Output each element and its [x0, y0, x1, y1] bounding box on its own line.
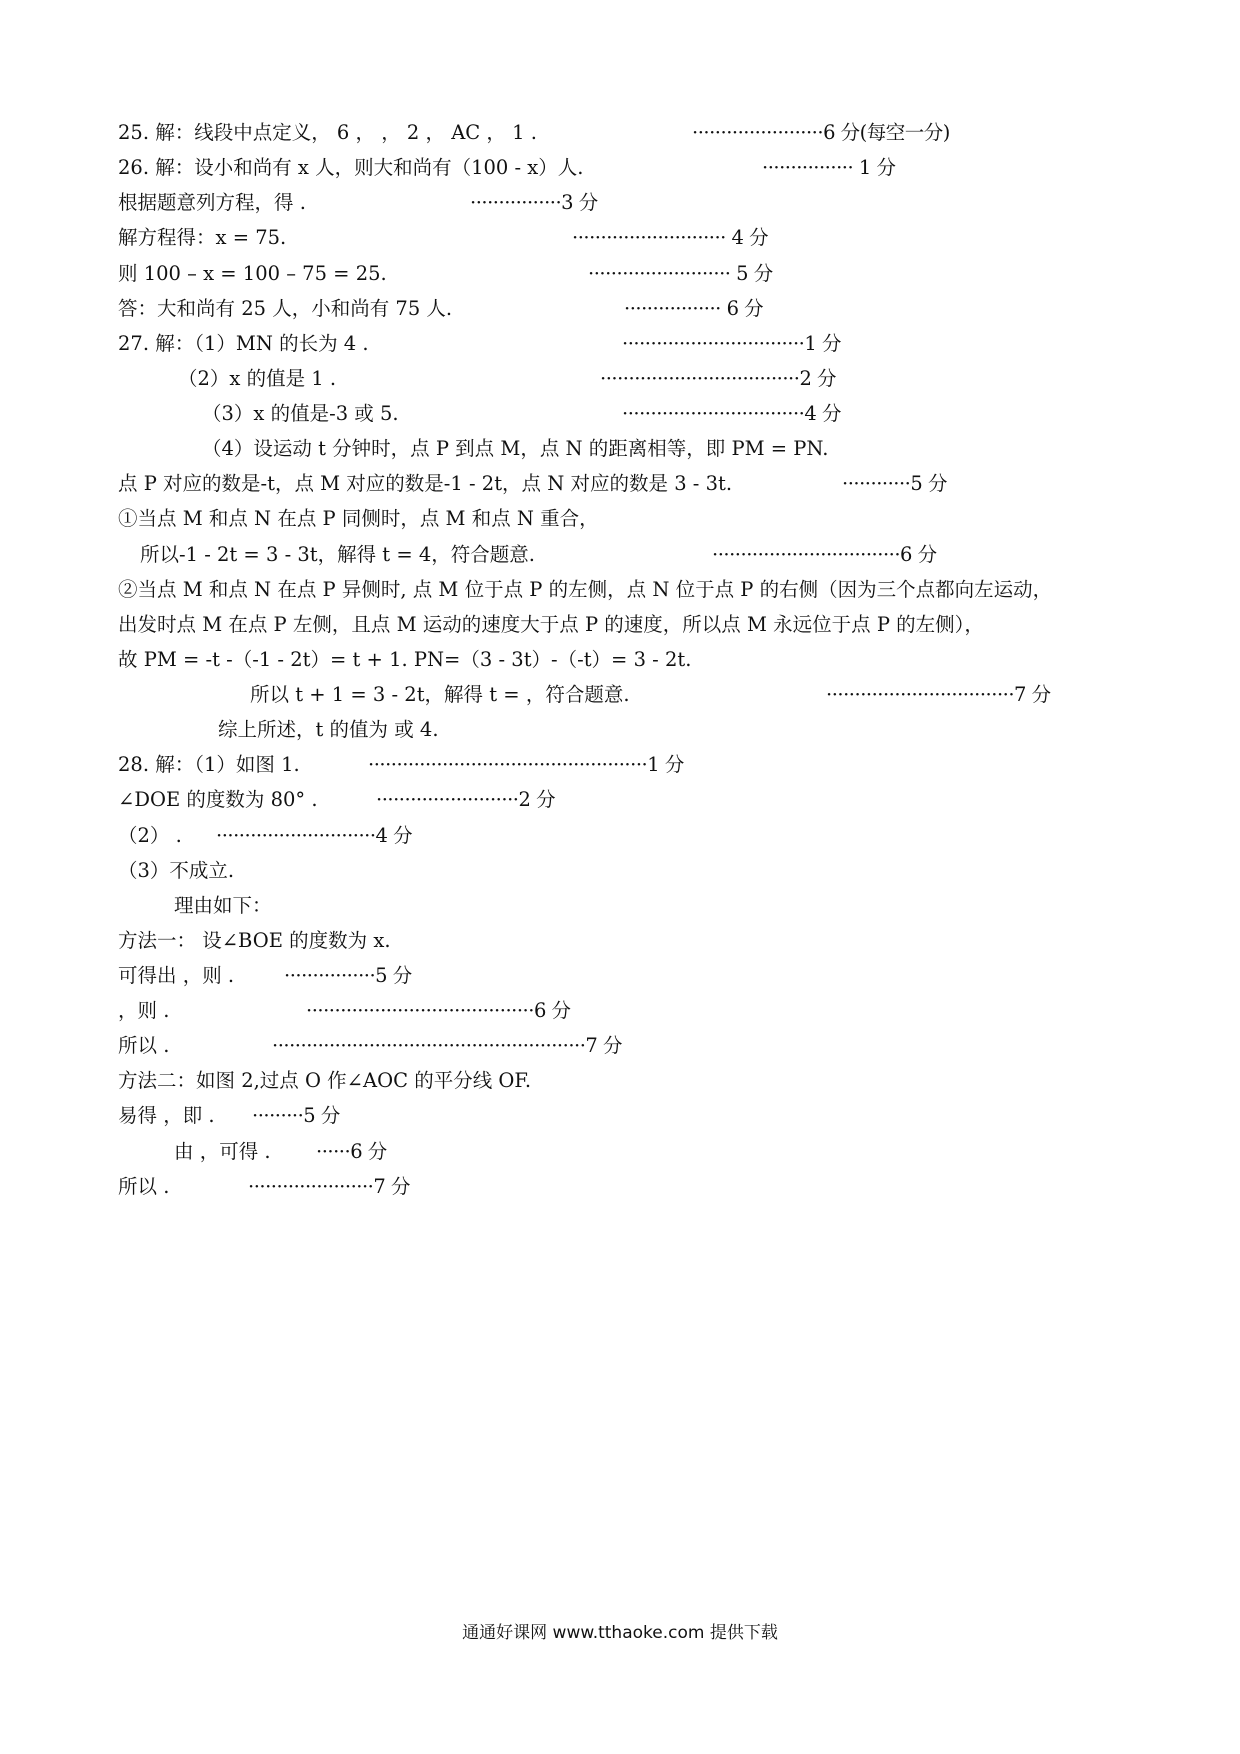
answer-line	[118, 153, 1118, 183]
answer-line	[118, 575, 1118, 605]
answer-line	[118, 223, 1118, 253]
score-leader: ····························4 分	[216, 824, 413, 847]
answer-line	[118, 188, 1118, 218]
answer-line	[118, 1031, 1118, 1061]
answer-line	[118, 329, 1118, 359]
line-text: 28. 解：（1）如图 1.	[118, 753, 300, 776]
answer-line	[118, 1066, 1118, 1096]
line-text: ，则 .	[118, 999, 170, 1022]
score-leader: ························· 5 分	[588, 262, 773, 285]
answer-line	[118, 961, 1118, 991]
answer-line	[118, 785, 1118, 815]
score-leader: ······················7 分	[248, 1175, 410, 1198]
score-leader: ································1 分	[622, 332, 841, 355]
line-text: 所以 .	[118, 1034, 170, 1057]
score-leader: ·································6 分	[712, 543, 937, 566]
line-text: 方法一： 设∠BOE 的度数为 x.	[118, 929, 391, 952]
answer-line	[118, 856, 1118, 886]
answer-line	[118, 996, 1118, 1026]
answer-line	[118, 434, 1118, 464]
answer-line	[118, 821, 1118, 851]
score-leader: ········································6 分	[306, 999, 571, 1022]
score-leader: ································4 分	[622, 402, 841, 425]
line-text: （3）x 的值是-3 或 5.	[202, 402, 399, 425]
answer-line	[118, 118, 1118, 148]
line-text: 则 100 – x = 100 – 75 = 25.	[118, 262, 387, 285]
line-text: （2） .	[118, 824, 182, 847]
answer-line	[118, 715, 1118, 745]
score-leader: ··························· 4 分	[572, 226, 769, 249]
line-text: （3）不成立.	[118, 859, 235, 882]
line-text: （4）设运动 t 分钟时，点 P 到点 M，点 N 的距离相等，即 PM = PN.	[202, 437, 829, 460]
footer: 通通好课网 www.tthaoke.com 提供下载	[462, 1623, 778, 1643]
answer-line	[118, 1137, 1118, 1167]
line-text: 故 PM = -t -（-1 - 2t）= t + 1. PN=（3 - 3t）-（-t）= 3 - 2t.	[118, 648, 692, 671]
answer-line	[118, 680, 1118, 710]
line-text: 根据题意列方程，得 .	[118, 191, 306, 214]
score-leader: ·······················································7 分	[272, 1034, 623, 1057]
score-leader: ···································2 分	[600, 367, 837, 390]
line-text: 出发时点 M 在点 P 左侧，且点 M 运动的速度大于点 P 的速度，所以点 M 永远位于点 P 的左侧），	[118, 613, 984, 636]
score-leader: ············5 分	[842, 472, 947, 495]
score-leader: ·························2 分	[376, 788, 556, 811]
line-text: 所以-1 - 2t = 3 - 3t，解得 t = 4，符合题意.	[140, 543, 535, 566]
answer-line	[118, 645, 1118, 675]
answer-line	[118, 504, 1118, 534]
answer-line	[118, 1101, 1118, 1131]
line-text: 点 P 对应的数是-t，点 M 对应的数是-1 - 2t，点 N 对应的数是 3 - 3t.	[118, 472, 733, 495]
answer-line	[118, 364, 1118, 394]
score-leader: ······6 分	[316, 1140, 387, 1163]
line-text: 易得 ，即 .	[118, 1104, 215, 1127]
line-text: 由 ，可得 .	[174, 1140, 271, 1163]
score-leader: ················· 6 分	[624, 297, 764, 320]
answer-line	[118, 926, 1118, 956]
line-text: ②当点 M 和点 N 在点 P 异侧时, 点 M 位于点 P 的左侧，点 N 位于点 P 的右侧（因为三个点都向左运动，	[118, 578, 1053, 601]
answer-line	[118, 399, 1118, 429]
line-text: 25. 解：线段中点定义， 6 ， ， 2 ， AC ， 1 .	[118, 121, 537, 144]
line-text: 解方程得：x = 75.	[118, 226, 287, 249]
score-leader: ·················································1 分	[368, 753, 684, 776]
line-text: 理由如下：	[174, 894, 272, 917]
score-leader: ·······················6 分(每空一分)	[692, 121, 950, 144]
answer-line	[118, 750, 1118, 780]
score-leader: ················ 1 分	[762, 156, 896, 179]
score-leader: ················5 分	[284, 964, 412, 987]
answer-line	[118, 1172, 1118, 1202]
line-text: 方法二：如图 2,过点 O 作∠AOC 的平分线 OF.	[118, 1069, 532, 1092]
line-text: （2）x 的值是 1 .	[178, 367, 337, 390]
answer-line	[118, 294, 1118, 324]
score-leader: ·································7 分	[826, 683, 1051, 706]
line-text: 所以 t + 1 = 3 - 2t，解得 t = ，符合题意.	[250, 683, 630, 706]
line-text: 综上所述，t 的值为 或 4.	[218, 718, 439, 741]
line-text: 所以 .	[118, 1175, 170, 1198]
answer-line	[118, 891, 1118, 921]
line-text: ①当点 M 和点 N 在点 P 同侧时，点 M 和点 N 重合，	[118, 507, 599, 530]
line-text: ∠DOE 的度数为 80° .	[118, 788, 318, 811]
score-leader: ·········5 分	[252, 1104, 340, 1127]
line-text: 26. 解：设小和尚有 x 人，则大和尚有（100 - x）人.	[118, 156, 584, 179]
answer-line	[118, 259, 1118, 289]
line-text: 答：大和尚有 25 人，小和尚有 75 人.	[118, 297, 453, 320]
answer-line	[118, 610, 1118, 640]
answer-line	[118, 540, 1118, 570]
answer-line	[118, 469, 1118, 499]
line-text: 可得出 ，则 .	[118, 964, 235, 987]
score-leader: ················3 分	[470, 191, 598, 214]
line-text: 27. 解：（1）MN 的长为 4 .	[118, 332, 369, 355]
